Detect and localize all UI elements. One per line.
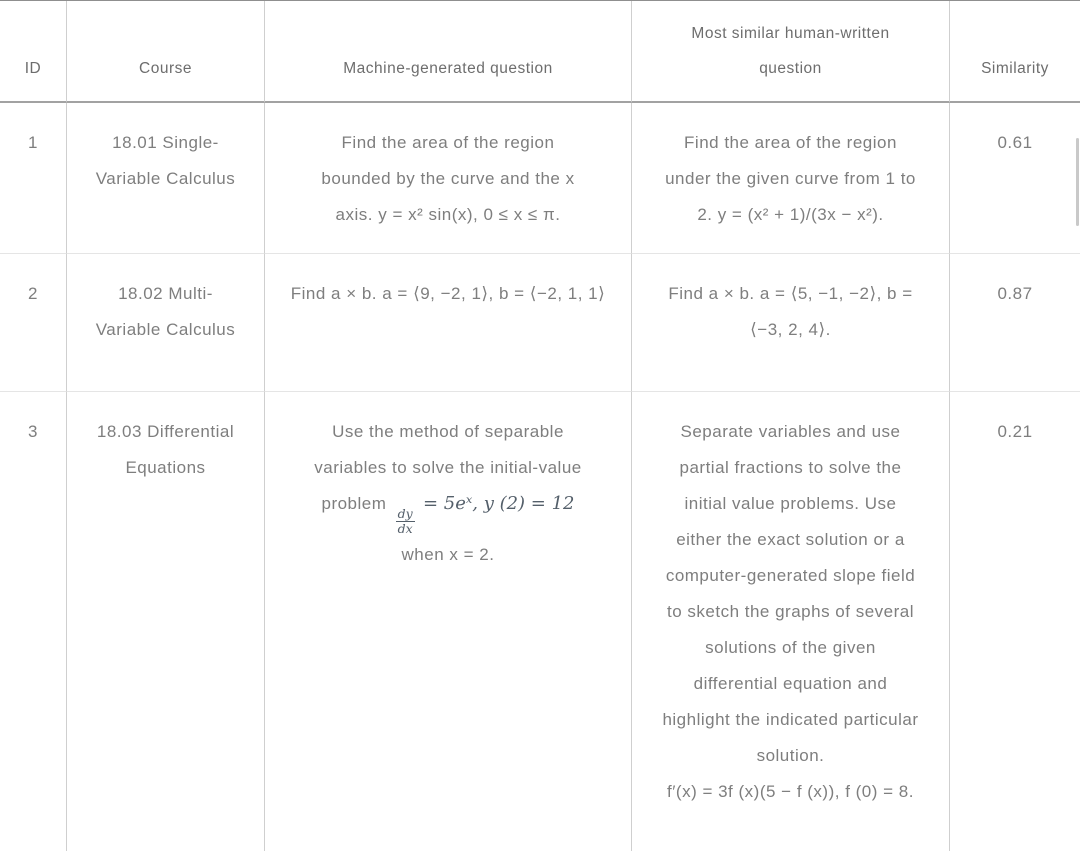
row3-course: 18.03 Differential Equations [96, 422, 235, 477]
fraction-denominator: dx [397, 521, 413, 537]
row2-human-question: Find a × b. a = ⟨5, −1, −2⟩, b = ⟨−3, 2, 4⟩. [668, 284, 913, 339]
math-expression: = 5eˣ, y (2) = 12 [422, 493, 575, 514]
header-label-course: Course [139, 60, 192, 77]
row3-human-question-cell [632, 392, 950, 851]
fraction-dy-dx [396, 507, 415, 537]
row3-human-question-text: Separate variables and use partial fractions to solve the initial value problems. Use either the exact solution or a computer-generated slope field to sketch the graphs of several solutions of the given differential equation and highlight the indicated particular solution. [662, 422, 919, 765]
row3-machine-question-suffix: when x = 2. [401, 544, 495, 564]
row3-course-cell [67, 392, 265, 851]
header-label-human-question: Most similar human-written question [691, 25, 890, 77]
row3-machine-question-cell [265, 392, 632, 851]
row1-machine-question-cell [265, 103, 632, 254]
row3-machine-question-text [301, 414, 596, 537]
row2-machine-question-cell [265, 254, 632, 392]
row2-id-cell [0, 254, 67, 392]
row2-id: 2 [28, 284, 38, 303]
row3-id: 3 [28, 422, 38, 441]
row3-similarity: 0.21 [997, 422, 1033, 441]
row2-machine-question: Find a × b. a = ⟨9, −2, 1⟩, b = ⟨−2, 1, 1⟩ [290, 284, 606, 303]
header-cell-similarity [950, 1, 1080, 103]
header-cell-machine-question [265, 1, 632, 103]
row1-id: 1 [28, 133, 38, 152]
row1-machine-question: Find the area of the region bounded by the curve and the x axis. y = x² sin(x), 0 ≤ x ≤ π. [321, 133, 575, 224]
row2-similarity: 0.87 [997, 284, 1033, 303]
row1-similarity-cell [950, 103, 1080, 254]
header-cell-course [67, 1, 265, 103]
header-label-id: ID [24, 60, 42, 77]
row2-course: 18.02 Multi-Variable Calculus [95, 284, 236, 339]
row1-course-cell [67, 103, 265, 254]
row3-similarity-cell [950, 392, 1080, 851]
row3-machine-question-prefix: Use the method of separable variables to solve the initial-value problem [314, 422, 582, 513]
row1-human-question: Find the area of the region under the given curve from 1 to 2. y = (x² + 1)/(3x − x²). [665, 133, 916, 224]
row2-human-question-cell [632, 254, 950, 392]
header-cell-human-question [632, 1, 950, 103]
row3-id-cell [0, 392, 67, 851]
row2-course-cell [67, 254, 265, 392]
header-label-machine-question: Machine-generated question [343, 60, 553, 77]
row1-similarity: 0.61 [997, 133, 1033, 152]
scrollbar-thumb[interactable] [1076, 138, 1079, 226]
row2-similarity-cell [950, 254, 1080, 392]
header-cell-id [0, 1, 67, 103]
row1-id-cell [0, 103, 67, 254]
row1-human-question-cell [632, 103, 950, 254]
row3-human-question-formula: f′(x) = 3f (x)(5 − f (x)), f (0) = 8. [667, 782, 914, 801]
fraction-numerator: dy [397, 506, 413, 521]
header-label-similarity: Similarity [981, 60, 1049, 77]
row1-course: 18.01 Single-Variable Calculus [95, 133, 236, 188]
